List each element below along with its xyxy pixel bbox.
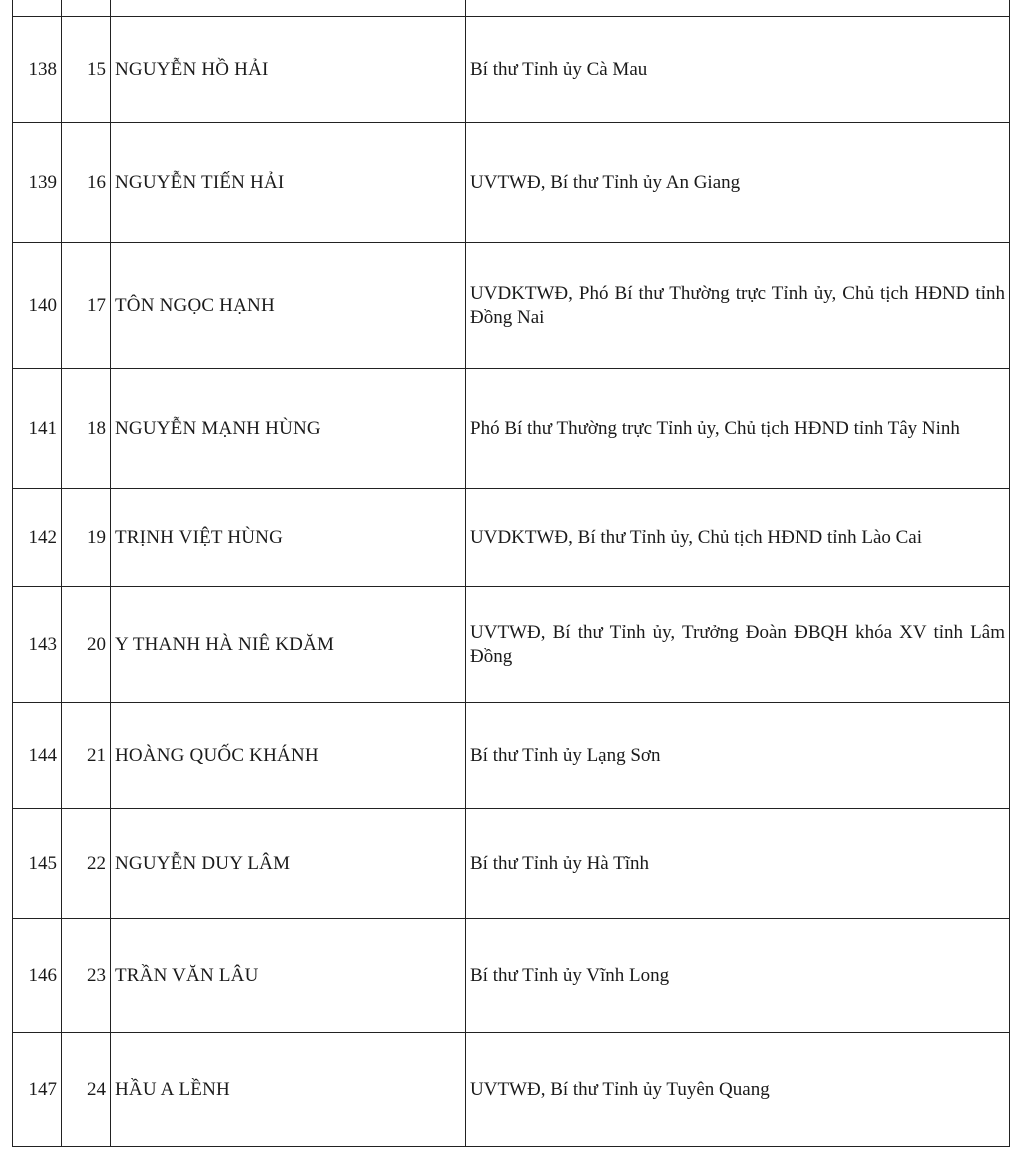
cell-serial-number: [13, 703, 62, 809]
cell-position: [466, 919, 1010, 1033]
table-row: [13, 369, 1010, 489]
cell-position-text: UVTWĐ, Bí thư Tỉnh ủy Tuyên Quang: [470, 1078, 770, 1100]
cell-position: [466, 243, 1010, 369]
table-row: [13, 1033, 1010, 1147]
cell-group-index: [62, 17, 111, 123]
cell-group-index: [62, 703, 111, 809]
table-top-strip: [13, 0, 1010, 17]
table-row: [13, 489, 1010, 587]
cell-group-index-text: 21: [87, 744, 106, 766]
cell-full-name-text: TÔN NGỌC HẠNH: [115, 294, 275, 316]
cell-group-index: [62, 489, 111, 587]
cell-serial-number: [13, 243, 62, 369]
cell-group-index: [62, 1033, 111, 1147]
cell-serial-number-text: 140: [28, 294, 57, 316]
cell-position-text: Bí thư Tỉnh ủy Hà Tĩnh: [470, 852, 650, 874]
cell-position-text: UVDKTWĐ, Bí thư Tỉnh ủy, Chủ tịch HĐND tỉnh Lào Cai: [470, 526, 923, 548]
table-row: [13, 703, 1010, 809]
cell-full-name: [111, 369, 466, 489]
table-row: [13, 123, 1010, 243]
cell-full-name: [111, 587, 466, 703]
cell-group-index-text: 16: [87, 171, 106, 193]
cell-serial-number: [13, 17, 62, 123]
cell-serial-number: [13, 919, 62, 1033]
cell-full-name-text: TRỊNH VIỆT HÙNG: [115, 526, 284, 548]
cell-position-text: UVTWĐ, Bí thư Tỉnh ủy, Trưởng Đoàn ĐBQH khóa XV tỉnh Lâm Đồng: [470, 621, 1005, 667]
cell-serial-number-text: 141: [28, 417, 57, 439]
cell-serial-number-text: 146: [28, 964, 57, 986]
strip-cell-name: [111, 0, 466, 17]
cell-position: [466, 809, 1010, 919]
cell-full-name-text: Y THANH HÀ NIÊ KDĂM: [115, 633, 335, 655]
cell-serial-number: [13, 809, 62, 919]
cell-group-index-text: 20: [87, 633, 106, 655]
cell-serial-number: [13, 587, 62, 703]
strip-cell-position: [466, 0, 1010, 17]
cell-serial-number-text: 139: [28, 171, 57, 193]
cell-full-name-text: NGUYỄN HỒ HẢI: [115, 58, 269, 80]
cell-group-index-text: 17: [87, 294, 106, 316]
cell-position-text: UVDKTWĐ, Phó Bí thư Thường trực Tỉnh ủy, Chủ tịch HĐND tỉnh Đồng Nai: [470, 282, 1005, 328]
cell-full-name: [111, 243, 466, 369]
cell-position: [466, 123, 1010, 243]
cell-serial-number-text: 138: [28, 58, 57, 80]
cell-group-index: [62, 809, 111, 919]
cell-group-index-text: 18: [87, 417, 106, 439]
cell-full-name: [111, 919, 466, 1033]
cell-group-index-text: 22: [87, 852, 106, 874]
cell-position: [466, 703, 1010, 809]
strip-cell-stt: [13, 0, 62, 17]
cell-full-name-text: HOÀNG QUỐC KHÁNH: [115, 744, 319, 766]
cell-full-name: [111, 703, 466, 809]
cell-group-index-text: 23: [87, 964, 106, 986]
cell-serial-number: [13, 369, 62, 489]
table-row: [13, 243, 1010, 369]
cell-group-index-text: 15: [87, 58, 106, 80]
cell-full-name: [111, 17, 466, 123]
cell-full-name: [111, 1033, 466, 1147]
cell-position: [466, 587, 1010, 703]
candidate-table-body: [13, 0, 1010, 1147]
cell-full-name: [111, 489, 466, 587]
cell-position: [466, 1033, 1010, 1147]
cell-full-name-text: NGUYỄN DUY LÂM: [115, 852, 291, 874]
cell-group-index-text: 19: [87, 526, 106, 548]
cell-full-name-text: TRẦN VĂN LÂU: [115, 964, 259, 986]
cell-position-text: Phó Bí thư Thường trực Tỉnh ủy, Chủ tịch HĐND tỉnh Tây Ninh: [470, 417, 960, 439]
cell-serial-number-text: 144: [28, 744, 57, 766]
table-row: [13, 587, 1010, 703]
cell-full-name-text: HẦU A LỀNH: [115, 1078, 230, 1100]
cell-group-index: [62, 919, 111, 1033]
cell-position: [466, 489, 1010, 587]
cell-position-text: UVTWĐ, Bí thư Tỉnh ủy An Giang: [470, 171, 741, 193]
cell-serial-number-text: 142: [28, 526, 57, 548]
table-row: [13, 809, 1010, 919]
cell-group-index-text: 24: [87, 1078, 106, 1100]
cell-serial-number-text: 145: [28, 852, 57, 874]
cell-full-name-text: NGUYỄN TIẾN HẢI: [115, 171, 285, 193]
cell-serial-number-text: 147: [28, 1078, 57, 1100]
strip-cell-idx: [62, 0, 111, 17]
cell-serial-number-text: 143: [28, 633, 57, 655]
cell-group-index: [62, 123, 111, 243]
cell-group-index: [62, 243, 111, 369]
cell-serial-number: [13, 489, 62, 587]
cell-group-index: [62, 369, 111, 489]
cell-serial-number: [13, 1033, 62, 1147]
cell-position: [466, 369, 1010, 489]
cell-full-name-text: NGUYỄN MẠNH HÙNG: [115, 417, 321, 439]
table-row: [13, 919, 1010, 1033]
table-row: [13, 17, 1010, 123]
cell-position: [466, 17, 1010, 123]
cell-full-name: [111, 123, 466, 243]
candidate-table: [12, 0, 1010, 1147]
cell-position-text: Bí thư Tỉnh ủy Lạng Sơn: [470, 744, 661, 766]
cell-full-name: [111, 809, 466, 919]
cell-serial-number: [13, 123, 62, 243]
cell-position-text: Bí thư Tỉnh ủy Cà Mau: [470, 58, 648, 80]
cell-position-text: Bí thư Tỉnh ủy Vĩnh Long: [470, 964, 670, 986]
cell-group-index: [62, 587, 111, 703]
